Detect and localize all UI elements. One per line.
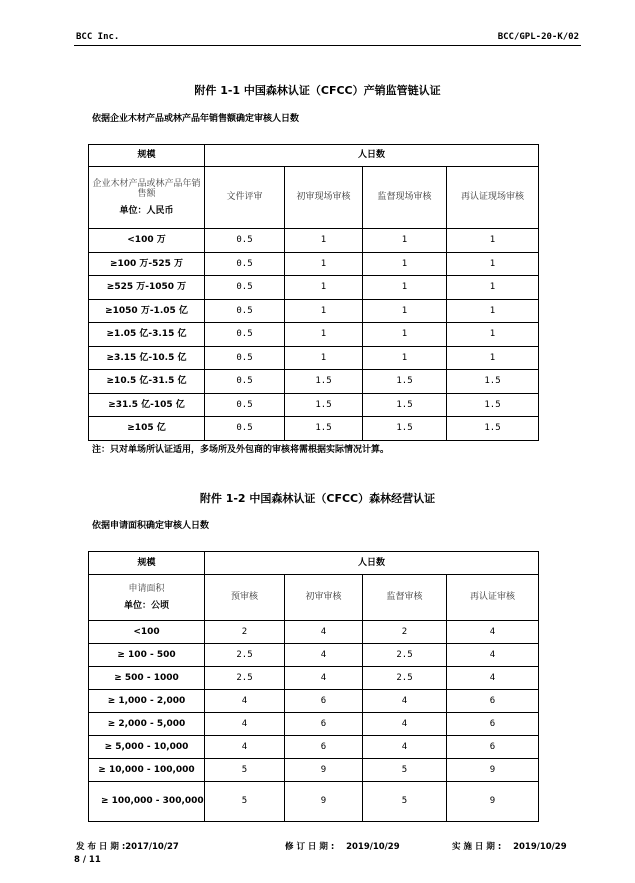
value-cell: 1.5: [363, 370, 447, 394]
table-row: [89, 759, 539, 782]
value-cell: 4: [205, 713, 285, 736]
value-cell: 1: [285, 276, 363, 300]
page-number: 8 / 11: [74, 855, 101, 865]
value-cell: 1: [447, 252, 539, 276]
row-label: <100 万: [89, 229, 205, 253]
value-cell: 1.5: [447, 417, 539, 441]
value-cell: 1: [447, 229, 539, 253]
table-header-row: [89, 145, 539, 167]
value-cell: 6: [285, 713, 363, 736]
value-cell: 5: [363, 759, 447, 782]
table-row: [89, 782, 539, 822]
value-cell: 4: [205, 736, 285, 759]
value-cell: 4: [363, 690, 447, 713]
value-cell: 4: [285, 621, 363, 644]
row-label: ≥ 2,000 - 5,000: [89, 713, 205, 736]
value-cell: 0.5: [205, 252, 285, 276]
value-cell: 6: [447, 713, 539, 736]
cfcc-fm-table: [88, 551, 539, 822]
issue-date-block: [76, 840, 179, 852]
table-subheader-row: [89, 167, 539, 229]
value-cell: 1: [363, 299, 447, 323]
column-header: 监督审核: [363, 575, 447, 621]
row-label: ≥3.15 亿-10.5 亿: [89, 346, 205, 370]
value-cell: 4: [285, 644, 363, 667]
table-row: [89, 276, 539, 300]
header-divider: [74, 45, 581, 46]
column-header: 初审现场审核: [285, 167, 363, 229]
table-row: [89, 417, 539, 441]
value-cell: 1.5: [285, 393, 363, 417]
effective-date: 2019/10/29: [513, 842, 567, 852]
value-cell: 1: [447, 299, 539, 323]
value-cell: 4: [447, 667, 539, 690]
value-cell: 1: [285, 299, 363, 323]
row-label: ≥100 万-525 万: [89, 252, 205, 276]
scale-unit: 单位：人民币: [119, 205, 174, 216]
value-cell: 0.5: [205, 393, 285, 417]
person-days-header: 人日数: [205, 552, 539, 575]
value-cell: 0.5: [205, 323, 285, 347]
row-label: ≥1050 万-1.05 亿: [89, 299, 205, 323]
row-label: ≥ 100,000 - 300,000: [89, 782, 205, 822]
section1-note: 注：只对单场所认证适用，多场所及外包商的审核将需根据实际情况计算。: [92, 445, 390, 455]
table-row: [89, 667, 539, 690]
issue-date-label: 发 布 日 期 :: [76, 842, 126, 852]
value-cell: 6: [447, 690, 539, 713]
table-row: [89, 621, 539, 644]
value-cell: 1: [447, 276, 539, 300]
value-cell: 1.5: [285, 370, 363, 394]
value-cell: 2: [205, 621, 285, 644]
row-label: ≥ 1,000 - 2,000: [89, 690, 205, 713]
value-cell: 4: [285, 667, 363, 690]
column-header: 再认证现场审核: [447, 167, 539, 229]
row-label: <100: [89, 621, 205, 644]
value-cell: 4: [447, 644, 539, 667]
value-cell: 1: [447, 323, 539, 347]
value-cell: 1.5: [363, 417, 447, 441]
row-label: ≥1.05 亿-3.15 亿: [89, 323, 205, 347]
value-cell: 0.5: [205, 276, 285, 300]
column-header: 预审核: [205, 575, 285, 621]
table-row: [89, 323, 539, 347]
value-cell: 9: [285, 782, 363, 822]
section2-title: 附件 1-2 中国森林认证（CFCC）森林经营认证: [199, 492, 436, 505]
cfcc-coc-table: [88, 144, 539, 441]
scale-header: 规模: [89, 552, 205, 575]
issue-date: 2017/10/27: [125, 842, 179, 852]
value-cell: 1: [285, 229, 363, 253]
row-label: ≥105 亿: [89, 417, 205, 441]
row-label: ≥ 100 - 500: [89, 644, 205, 667]
table-row: [89, 644, 539, 667]
value-cell: 9: [285, 759, 363, 782]
value-cell: 1: [285, 323, 363, 347]
column-header: 初审审核: [285, 575, 363, 621]
value-cell: 0.5: [205, 417, 285, 441]
scale-header: 规模: [89, 145, 205, 167]
value-cell: 1: [285, 252, 363, 276]
value-cell: 6: [447, 736, 539, 759]
value-cell: 9: [447, 782, 539, 822]
table-row: [89, 252, 539, 276]
value-cell: 1: [447, 346, 539, 370]
revise-date-block: [285, 840, 400, 852]
value-cell: 0.5: [205, 346, 285, 370]
table-row: [89, 690, 539, 713]
row-label: ≥ 5,000 - 10,000: [89, 736, 205, 759]
table-subheader-row: [89, 575, 539, 621]
table-row: [89, 370, 539, 394]
row-label: ≥525 万-1050 万: [89, 276, 205, 300]
header-company: BCC Inc.: [76, 32, 120, 42]
section2-subtitle: 依据申请面积确定审核人日数: [92, 521, 210, 531]
table-row: [89, 393, 539, 417]
revise-date: 2019/10/29: [346, 842, 400, 852]
revise-date-label: 修 订 日 期 :: [285, 842, 335, 852]
row-label: ≥31.5 亿-105 亿: [89, 393, 205, 417]
column-header: 再认证审核: [447, 575, 539, 621]
value-cell: 1: [363, 252, 447, 276]
row-label: ≥10.5 亿-31.5 亿: [89, 370, 205, 394]
value-cell: 9: [447, 759, 539, 782]
person-days-header: 人日数: [205, 145, 539, 167]
table-row: [89, 229, 539, 253]
header-doc-code: BCC/GPL-20-K/02: [497, 32, 579, 42]
value-cell: 2.5: [363, 644, 447, 667]
value-cell: 1.5: [363, 393, 447, 417]
section1-title: 附件 1-1 中国森林认证（CFCC）产销监管链认证: [194, 84, 441, 97]
column-header: 文件评审: [205, 167, 285, 229]
value-cell: 1: [363, 276, 447, 300]
scale-description: 企业木材产品或林产品年销售额: [92, 178, 201, 200]
value-cell: 2: [363, 621, 447, 644]
value-cell: 1: [363, 346, 447, 370]
value-cell: 1.5: [285, 417, 363, 441]
row-label: ≥ 10,000 - 100,000: [89, 759, 205, 782]
value-cell: 6: [285, 736, 363, 759]
value-cell: 2.5: [205, 667, 285, 690]
value-cell: 4: [205, 690, 285, 713]
value-cell: 1.5: [447, 370, 539, 394]
table-row: [89, 736, 539, 759]
scale-description: 申请面积: [128, 584, 165, 595]
table-row: [89, 346, 539, 370]
value-cell: 0.5: [205, 370, 285, 394]
table-row: [89, 299, 539, 323]
scale-unit: 单位：公顷: [123, 600, 169, 611]
table-header-row: [89, 552, 539, 575]
column-header: 监督现场审核: [363, 167, 447, 229]
effective-date-label: 实 施 日 期 :: [452, 842, 502, 852]
row-label: ≥ 500 - 1000: [89, 667, 205, 690]
value-cell: 4: [447, 621, 539, 644]
value-cell: 1: [363, 323, 447, 347]
value-cell: 1.5: [447, 393, 539, 417]
scale-description-cell: [89, 167, 205, 229]
table-row: [89, 713, 539, 736]
value-cell: 5: [363, 782, 447, 822]
effective-date-block: [452, 840, 567, 852]
value-cell: 1: [363, 229, 447, 253]
value-cell: 2.5: [205, 644, 285, 667]
value-cell: 4: [363, 736, 447, 759]
value-cell: 5: [205, 759, 285, 782]
value-cell: 1: [285, 346, 363, 370]
value-cell: 0.5: [205, 229, 285, 253]
value-cell: 5: [205, 782, 285, 822]
value-cell: 6: [285, 690, 363, 713]
value-cell: 0.5: [205, 299, 285, 323]
section1-subtitle: 依据企业木材产品或林产品年销售额确定审核人日数: [92, 114, 300, 124]
value-cell: 4: [363, 713, 447, 736]
scale-description-cell: [89, 575, 205, 621]
value-cell: 2.5: [363, 667, 447, 690]
